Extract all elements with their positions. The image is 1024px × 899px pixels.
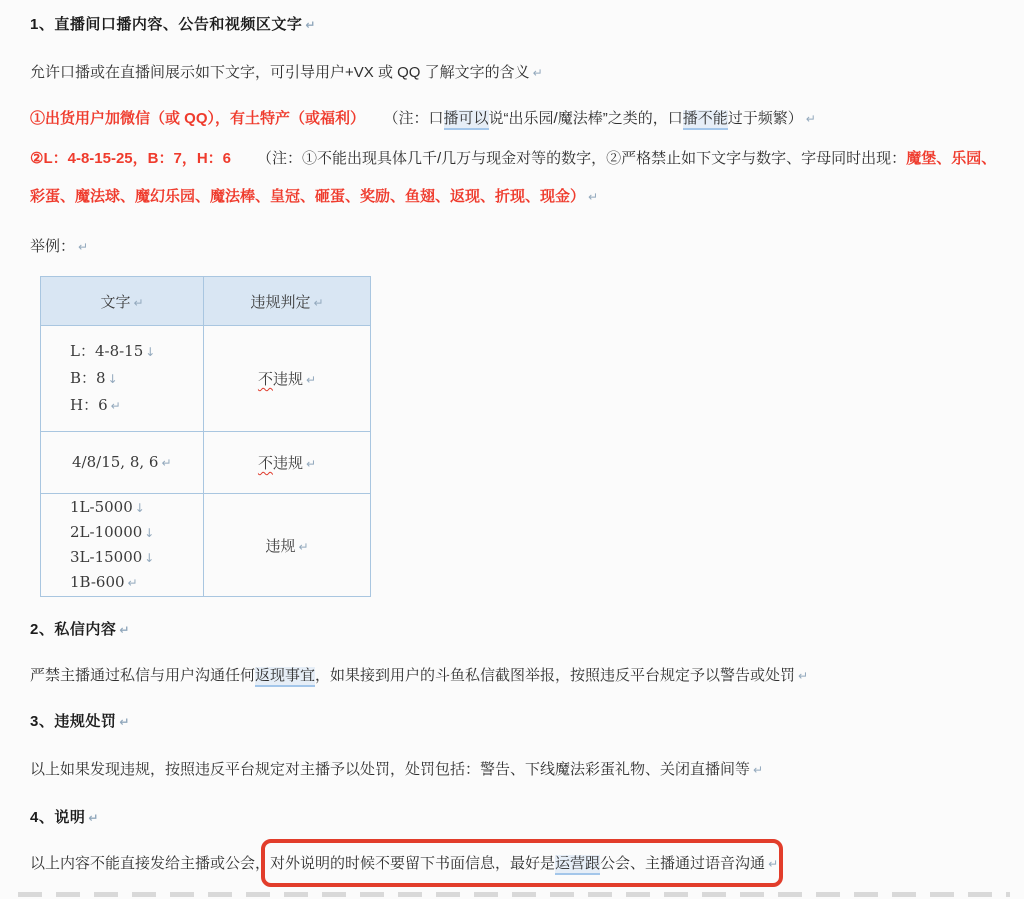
- paragraph-mark: ↵: [298, 539, 309, 554]
- rule-point-2-red-text: ②L：4-8-15-25，B：7，H：6: [30, 150, 231, 167]
- cell-line: 3L-15000 ↓: [70, 548, 155, 566]
- table-cell-text: [41, 432, 204, 494]
- section2-heading-text: 2、私信内容: [30, 621, 117, 638]
- rule-point-2-line1: [30, 148, 1000, 170]
- boxed-segment: 公会、主播通过语音沟通: [600, 855, 766, 872]
- rule-point-1-red-text: ①出货用户加微信（或 QQ），有土特产（或福利）: [30, 110, 366, 127]
- section2-heading: [30, 619, 1000, 641]
- note-segment: （注：口: [391, 110, 444, 127]
- header-label: 文字: [100, 292, 131, 311]
- clipped-next-line: [18, 892, 1010, 897]
- grammar-underline: 运营跟: [555, 855, 600, 875]
- section1-intro-text: 允许口播或在直播间展示如下文字，可引导用户+VX 或 QQ 了解文字的含义: [30, 64, 530, 81]
- table-header-verdict-column: [204, 277, 371, 326]
- section1-intro: [30, 62, 1000, 84]
- grammar-underline: 返现事宜: [255, 667, 315, 687]
- cell-line: H：6 ↵: [70, 396, 121, 414]
- section2-body: [30, 665, 1000, 687]
- rule-point-1-note: [391, 110, 803, 127]
- cell-line: 2L-10000 ↓: [70, 523, 155, 541]
- paragraph-mark: ↵: [305, 457, 317, 471]
- banned-words-continued: 彩蛋、魔法球、魔幻乐园、魔法棒、皇冠、砸蛋、奖励、鱼翅、返现、折现、现金）: [30, 188, 586, 205]
- example-label: [30, 236, 1000, 258]
- spellcheck-wavy: 不: [257, 454, 273, 472]
- table-header-text-column: [41, 277, 204, 326]
- table-cell-verdict: [204, 432, 371, 494]
- verdict-text: 违规: [272, 454, 303, 472]
- grammar-underline: 播不能: [683, 110, 728, 130]
- cell-line: 1B-600 ↵: [70, 573, 138, 591]
- section4-heading: [30, 807, 1000, 829]
- line-break-mark: ↓: [145, 345, 156, 359]
- section1-heading-text: 1、直播间口播内容、公告和视频区文字: [30, 16, 303, 33]
- section1-heading: [30, 14, 1000, 36]
- table-cell-text: [41, 326, 204, 432]
- table-row: [41, 326, 371, 432]
- table-header-row: [41, 277, 371, 326]
- paragraph-mark: ↵: [78, 240, 89, 254]
- section3-body: [30, 759, 1000, 781]
- section4-body: [30, 853, 1000, 875]
- paragraph-mark: ↵: [88, 811, 99, 825]
- rule-point-2-note: （注：①不能出现具体几千/几万与现金对等的数字，②严格禁止如下文字与数字、字母同时出现：: [257, 150, 907, 167]
- cell-line: L：4-8-15 ↓: [70, 342, 156, 360]
- spellcheck-wavy: 不: [257, 370, 273, 388]
- section3-heading: [30, 711, 1000, 733]
- body-segment: 以上如果发现违规，按照违反平台规定对主播予以处罚，处罚包括：警告、下线魔法彩蛋礼物、关闭直播间等: [30, 761, 751, 778]
- table-row: [41, 494, 371, 597]
- body-segment: ，如果接到用户的斗鱼私信截图举报，按照违反平台规定予以警告或处罚: [315, 667, 796, 684]
- table-cell-verdict: [204, 494, 371, 597]
- table-row: [41, 432, 371, 494]
- paragraph-mark: ↵: [753, 763, 764, 777]
- cell-line: 4/8/15, 8, 6 ↵: [72, 453, 172, 471]
- cell-line: 1L-5000 ↓: [70, 498, 145, 516]
- line-break-mark: ↓: [144, 526, 155, 540]
- note-segment: 说“出乐园/魔法棒”之类的，口: [488, 110, 683, 127]
- line-break-mark: ↓: [134, 501, 145, 515]
- paragraph-mark: ↵: [127, 576, 138, 590]
- rule-point-2-line2: [30, 186, 1000, 208]
- line-break-mark: ↓: [144, 551, 155, 565]
- body-segment: 以上内容不能直接发给主播或公会，: [30, 855, 271, 872]
- paragraph-mark: ↵: [798, 669, 809, 683]
- table-cell-verdict: [204, 326, 371, 432]
- line-break-mark: ↓: [107, 372, 118, 386]
- paragraph-mark: ↵: [588, 190, 599, 204]
- paragraph-mark: ↵: [110, 399, 121, 413]
- paragraph-mark: ↵: [313, 295, 324, 310]
- table-cell-text: [41, 494, 204, 597]
- verdict-text: 违规: [272, 370, 303, 388]
- paragraph-mark: ↵: [133, 295, 144, 310]
- banned-words-start: 魔堡、乐园、: [906, 150, 997, 167]
- highlight-box: [270, 853, 778, 875]
- header-label: 违规判定: [250, 292, 311, 311]
- note-segment: 过于频繁）: [727, 110, 803, 127]
- paragraph-mark: ↵: [161, 456, 172, 470]
- section3-heading-text: 3、违规处罚: [30, 713, 117, 730]
- paragraph-mark: ↵: [805, 112, 816, 126]
- example-label-text: 举例：: [30, 238, 76, 255]
- verdict-text: 违规: [265, 536, 296, 555]
- paragraph-mark: ↵: [532, 66, 543, 80]
- paragraph-mark: ↵: [119, 715, 130, 729]
- paragraph-mark: ↵: [768, 857, 779, 871]
- body-segment: 严禁主播通过私信与用户沟通任何: [30, 667, 256, 684]
- violation-example-table: [40, 276, 371, 597]
- paragraph-mark: ↵: [119, 623, 130, 637]
- boxed-segment: 对外说明的时候不要留下书面信息，最好是: [270, 855, 556, 872]
- cell-line: B：8 ↓: [70, 369, 118, 387]
- paragraph-mark: ↵: [305, 373, 317, 387]
- grammar-underline: 播可以: [444, 110, 489, 130]
- rule-point-1: [30, 108, 1000, 130]
- paragraph-mark: ↵: [305, 18, 316, 32]
- section4-heading-text: 4、说明: [30, 809, 86, 826]
